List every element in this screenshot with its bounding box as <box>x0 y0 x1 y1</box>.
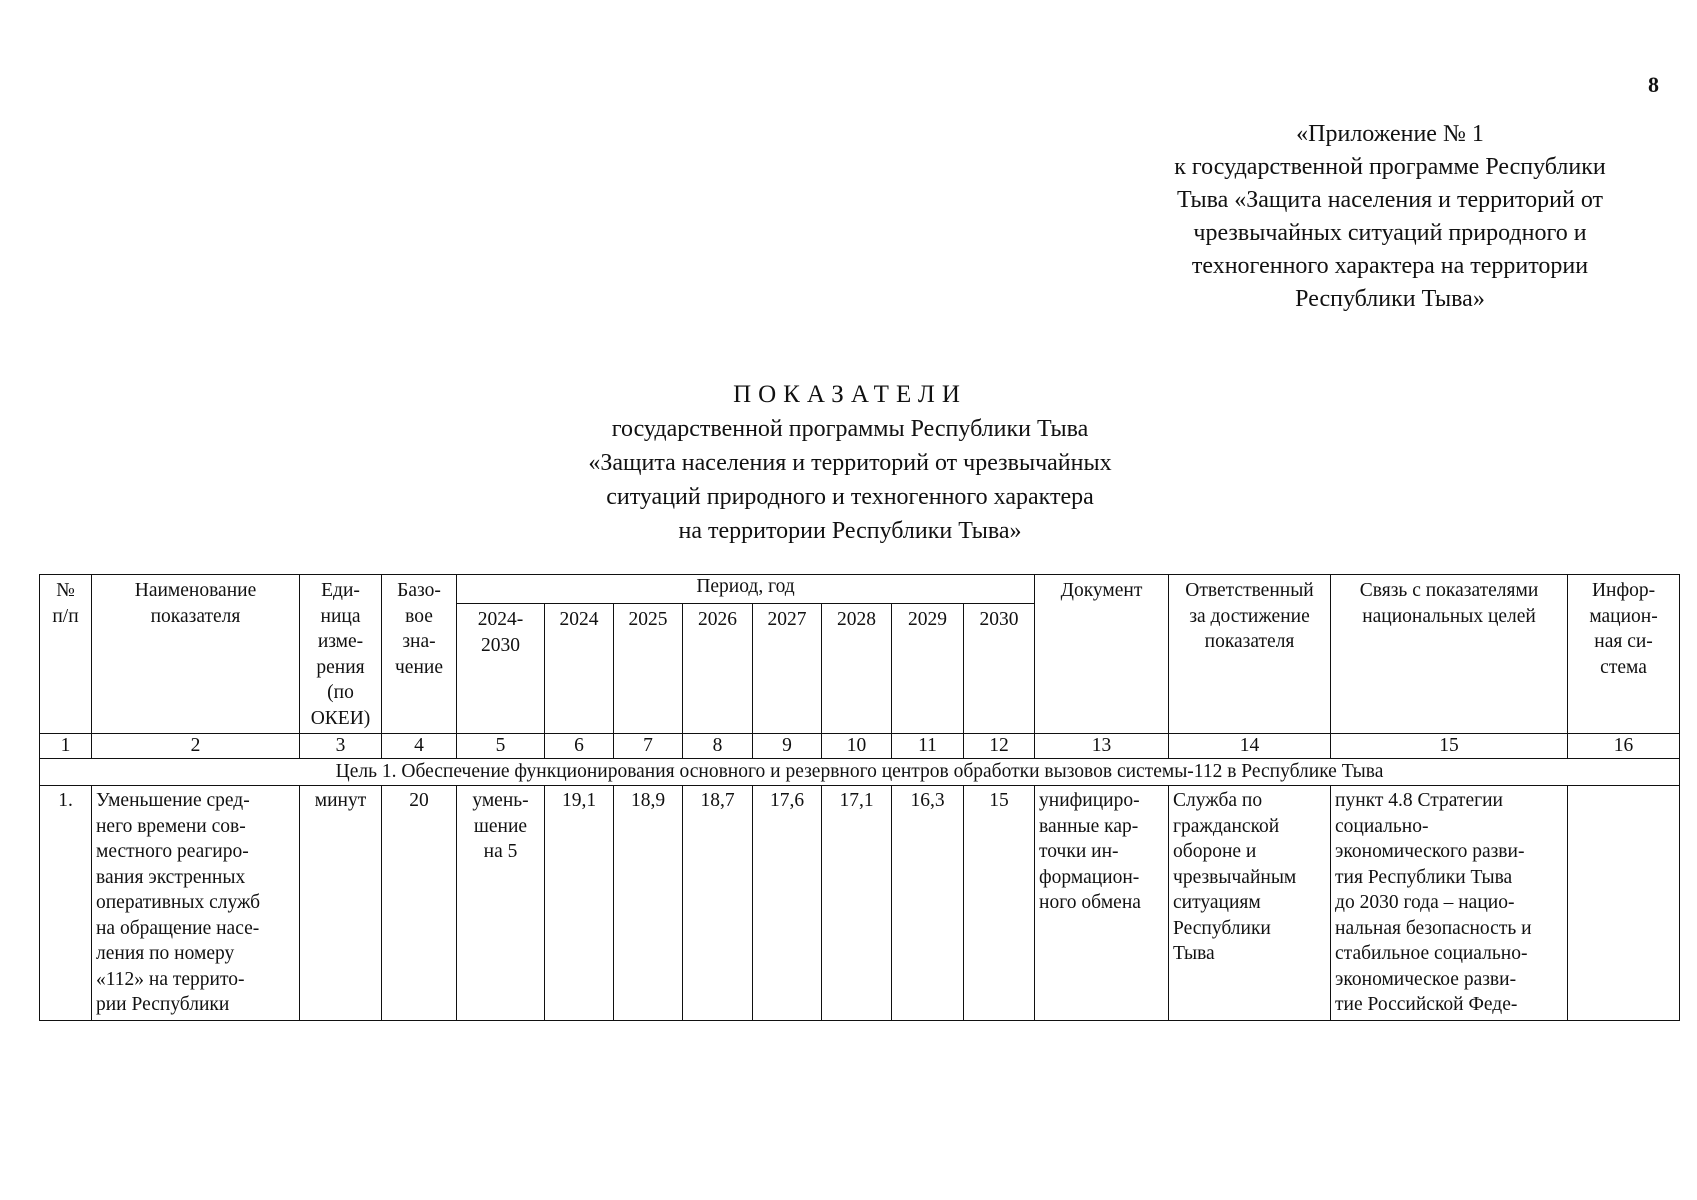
appendix-line: «Приложение № 1 <box>1296 121 1484 147</box>
document-title <box>480 378 1220 548</box>
header-year: 2030 <box>964 604 1035 734</box>
row-unit: минут <box>300 786 382 1021</box>
header-name: Наименование показателя <box>92 575 300 734</box>
column-number: 3 <box>300 734 382 759</box>
header-unit: Еди- ница изме- рения (по ОКЕИ) <box>300 575 382 734</box>
row-responsible: Служба по гражданской обороне и чрезвычайным ситуациям Республики Тыва <box>1169 786 1331 1021</box>
appendix-note <box>1110 118 1670 316</box>
title-main: ПОКАЗАТЕЛИ <box>733 381 967 408</box>
row-value: 18,7 <box>683 786 753 1021</box>
row-value: 18,9 <box>614 786 683 1021</box>
header-year: 2026 <box>683 604 753 734</box>
row-value: 17,1 <box>822 786 892 1021</box>
goal-text: Цель 1. Обеспечение функционирования основного и резервного центров обработки вызовов системы-112 в Республике Тыва <box>40 759 1680 786</box>
header-year: 2028 <box>822 604 892 734</box>
appendix-line: техногенного характера на территории <box>1191 253 1589 279</box>
row-name: Уменьшение сред- него времени сов- местного реагиро- вания экстренных оперативных служб на обращение насе- ления по номеру «112» на террито- рии Республики <box>92 786 300 1021</box>
column-number: 14 <box>1169 734 1331 759</box>
header-year: 2029 <box>892 604 964 734</box>
header-row <box>40 575 1680 604</box>
row-value: умень- шение на 5 <box>457 786 545 1021</box>
header-num: № п/п <box>40 575 92 734</box>
header-year: 2024 <box>545 604 614 734</box>
column-number: 10 <box>822 734 892 759</box>
header-responsible: Ответственный за достижение показателя <box>1169 575 1331 734</box>
header-base: Базо- вое зна- чение <box>382 575 457 734</box>
column-numbers-row <box>40 734 1680 759</box>
column-number: 9 <box>753 734 822 759</box>
row-value: 17,6 <box>753 786 822 1021</box>
column-number: 6 <box>545 734 614 759</box>
column-number: 16 <box>1568 734 1680 759</box>
column-number: 2 <box>92 734 300 759</box>
indicators-table <box>39 574 1680 1021</box>
goal-row <box>40 759 1680 786</box>
header-link: Связь с показателями национальных целей <box>1331 575 1568 734</box>
row-document: унифициро- ванные кар- точки ин- формацион- ного обмена <box>1035 786 1169 1021</box>
column-number: 12 <box>964 734 1035 759</box>
appendix-line: чрезвычайных ситуаций природного и <box>1193 220 1587 246</box>
title-line: государственной программы Республики Тыва <box>611 416 1089 442</box>
row-info-system <box>1568 786 1680 1021</box>
row-value: 15 <box>964 786 1035 1021</box>
column-number: 13 <box>1035 734 1169 759</box>
column-number: 1 <box>40 734 92 759</box>
appendix-line: Республики Тыва» <box>1295 286 1485 312</box>
row-link: пункт 4.8 Стратегии социально- экономического разви- тия Республики Тыва до 2030 года – нацио- нальная безопасность и стабильное социально- экономическое разви- тие Российской Феде- <box>1331 786 1568 1021</box>
column-number: 8 <box>683 734 753 759</box>
header-year: 2024- 2030 <box>457 604 545 734</box>
appendix-line: Тыва «Защита населения и территорий от <box>1177 187 1603 213</box>
row-base: 20 <box>382 786 457 1021</box>
column-number: 11 <box>892 734 964 759</box>
column-number: 7 <box>614 734 683 759</box>
header-year: 2027 <box>753 604 822 734</box>
column-number: 5 <box>457 734 545 759</box>
title-line: ситуаций природного и техногенного характера <box>606 484 1094 510</box>
header-info-system: Инфор- мацион- ная си- стема <box>1568 575 1680 734</box>
appendix-line: к государственной программе Республики <box>1174 154 1606 180</box>
header-document: Документ <box>1035 575 1169 734</box>
title-line: на территории Республики Тыва» <box>678 518 1022 544</box>
row-value: 16,3 <box>892 786 964 1021</box>
row-value: 19,1 <box>545 786 614 1021</box>
header-period: Период, год <box>457 575 1035 604</box>
column-number: 15 <box>1331 734 1568 759</box>
header-year: 2025 <box>614 604 683 734</box>
title-line: «Защита населения и территорий от чрезвычайных <box>588 450 1112 476</box>
table-row <box>40 786 1680 1021</box>
row-num: 1. <box>40 786 92 1021</box>
column-number: 4 <box>382 734 457 759</box>
page-number: 8 <box>1648 72 1659 97</box>
